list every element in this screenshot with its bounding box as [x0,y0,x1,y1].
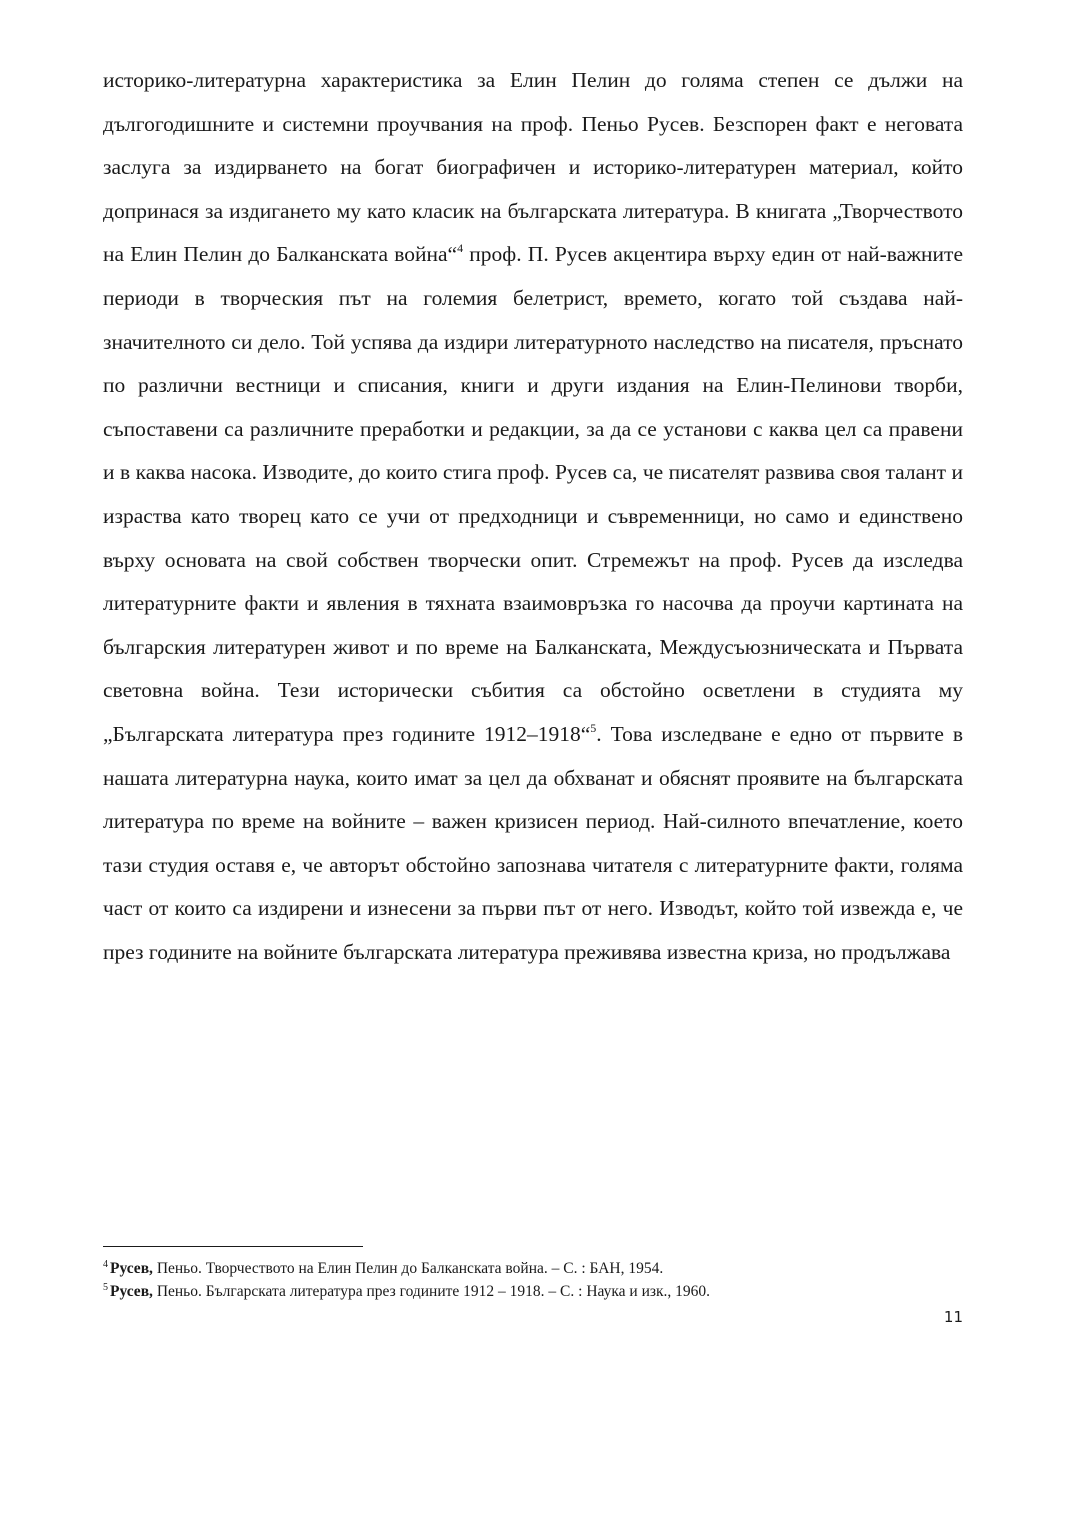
footnote-author: Русев, [110,1283,153,1300]
footnote-separator [103,1246,363,1247]
footnote-4 [103,1257,963,1280]
body-text-segment-3: . Това изследване е едно от първите в нашата литературна наука, които имат за цел да обхванат и обяснят проявите на българската литература по време на войните – важен кризисен период. Най-силното впечатление, което тази студия оставя е, че авторът обстойно запознава читателя с литературните факти, голяма част от които са издирени и изнесени за първи път от него. Изводът, който той извежда е, че през годините на войните българската литература преживява известна криза, но продължава [103,721,963,964]
page-number: 11 [943,1308,963,1326]
footnote-citation: Пеньо. Творчеството на Елин Пелин до Балканската война. – С. : БАН, 1954. [152,1260,664,1277]
footnote-author: Русев, [110,1260,153,1277]
footnote-number: 5 [103,1281,108,1293]
footnote-number: 4 [103,1258,108,1270]
footnote-5 [103,1280,963,1303]
footnote-reference-5[interactable]: 5 [590,720,597,735]
footnotes [103,1257,963,1303]
body-text-segment-2: проф. П. Русев акцентира върху един от най-важните периоди в творческия път на големия белетрист, времето, когато той създава най-значителното си дело. Той успява да издири литературното наследство на писателя, пръснато по различни вестници и списания, книги и други издания на Елин-Пелинови творби, съпоставени са различните преработки и редакции, за да се установи с каква цел са правени и в каква насока. Изводите, до които стига проф. Русев са, че писателят развива своя талант и израства като творец като се учи от предходници и съвременници, но само и единствено върху основата на свой собствен творчески опит. Стремежът на проф. Русев да изследва литературните факти и явления в тяхната взаимовръзка го насочва да проучи картината на българския литературен живот и по време на Балканската, Междусъюзническата и Първата световна война. Тези исторически събития са обстойно осветлени в студията му „Българската литература през годините 1912–1918“ [103,242,963,746]
footnote-reference-4[interactable]: 4 [457,241,464,256]
body-text-segment-1: историко-литературна характеристика за Елин Пелин до голяма степен се дължи на дългогодишните и системни проучвания на проф. Пеньо Русев. Безспорен факт е неговата заслуга за издирването на богат биографичен и историко-литературен материал, който допринася за издигането му като класик на българската литература. В книгата „Творчеството на Елин Пелин до Балканската война“ [103,68,963,267]
body-paragraph [103,59,963,974]
footnote-citation: Пеньо. Българската литература през годините 1912 – 1918. – С. : Наука и изк., 1960. [152,1283,711,1300]
